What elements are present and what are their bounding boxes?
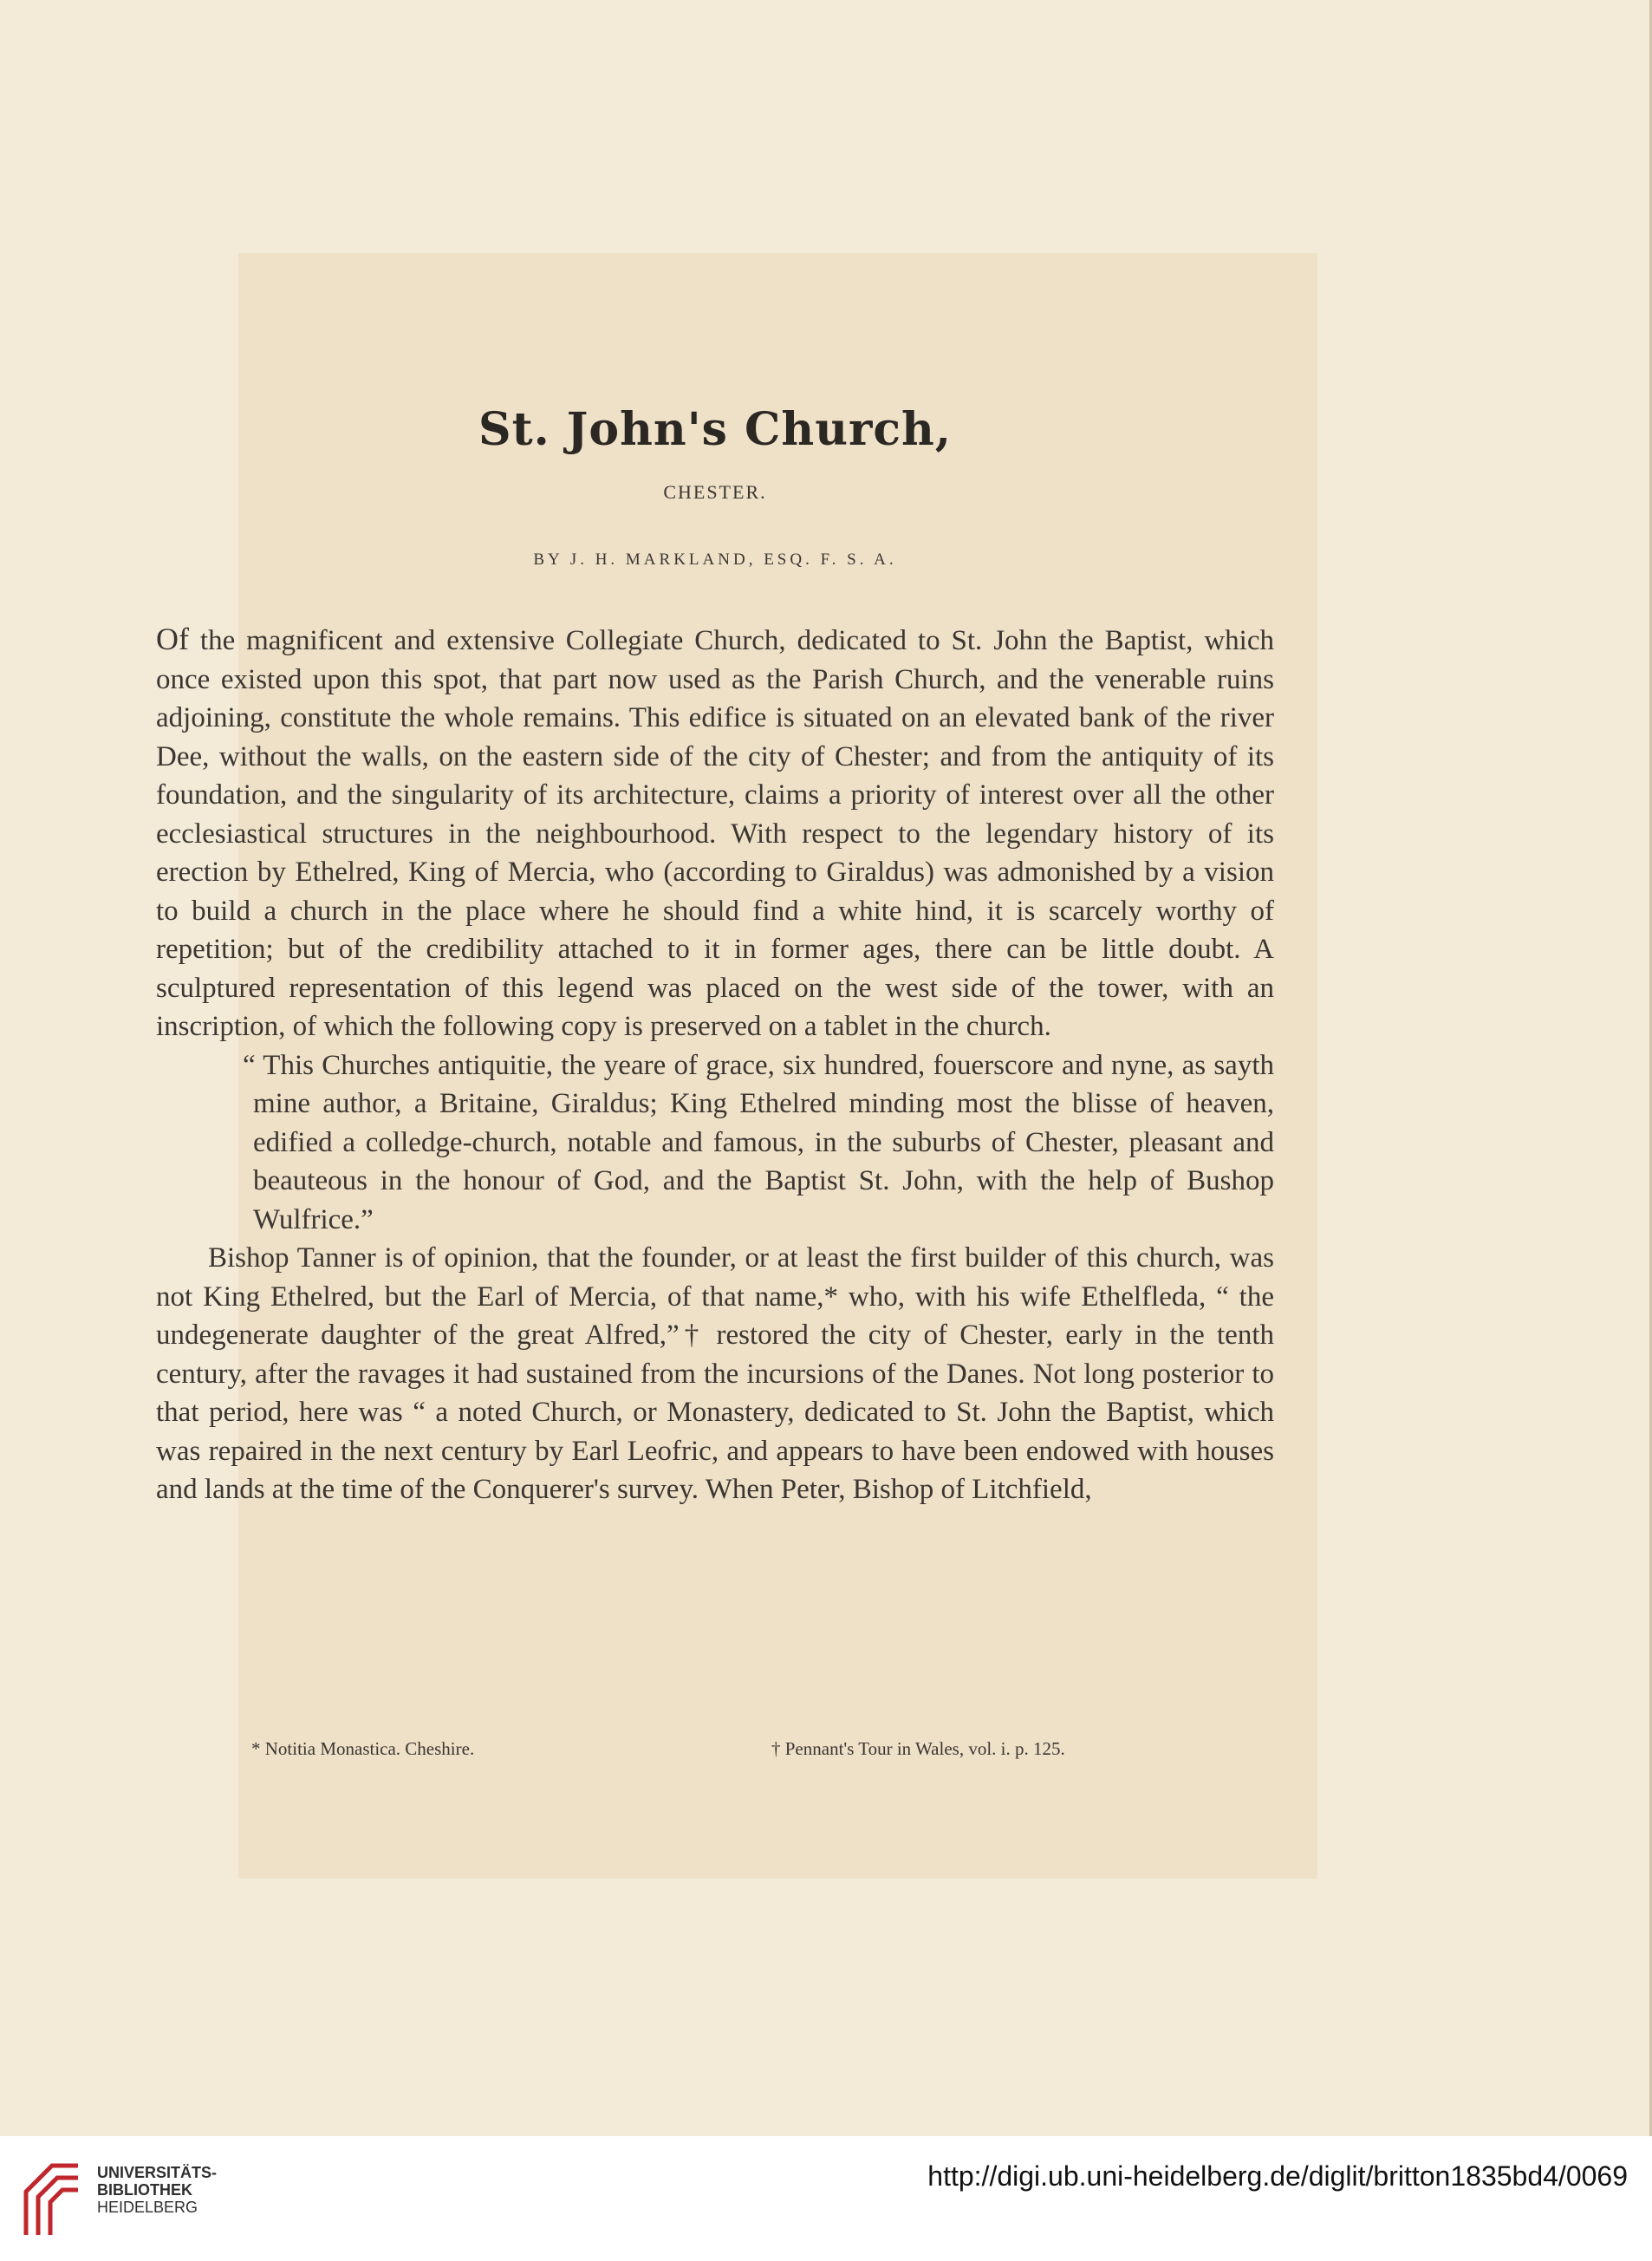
paragraph: Bishop Tanner is of opinion, that the founder, or at least the first builder of this church, was not King Ethelred, but the Earl of Mercia, of that name,* who, with his wife Ethelfleda, “ the undegenerate daughter of the great Alfred,”† restored the city of Chester, early in the tenth century, after the ravages it had sustained from the incursions of the Danes. Not long posterior to that period, here was “ a noted Church, or Monastery, dedicated to St. John the Baptist, which was repaired in the next century by Earl Leofric, and appears to have been endowed with houses and lands at the time of the Conquerer's survey. When Peter, Bishop of Litchfield, bbox=[156, 1242, 1274, 1505]
paragraph-text: the magnificent and extensive Collegiate Church, dedicated to St. John the Baptist, which once existed upon this spot, that part now used as the Parish Church, and the venerable ruins adjoining, constitute the whole remains. This edifice is situated on an elevated bank of the river Dee, without the walls, on the eastern side of the city of Chester; and from the antiquity of its foundation, and the singularity of its architecture, claims a priority of interest over all the other ecclesiastical structures in the neighbourhood. With respect to the legendary history of its erection by Ethelred, King of Mercia, who (according to Giraldus) was admonished by a vision to build a church in the place where he should find a white hind, it is scarcely worthy of repetition; but of the credibility attached to it in former ages, there can be little doubt. A sculptured representation of this legend was placed on the west side of the tower, with an inscription, of which the following copy is preserved on a tablet in the church. bbox=[156, 625, 1274, 1042]
footnote: † Pennant's Tour in Wales, vol. i. p. 125. bbox=[771, 1738, 1065, 1759]
logo-line: BIBLIOTHEK bbox=[97, 2181, 192, 2199]
drop-cap: Of bbox=[156, 622, 189, 656]
logo-line: UNIVERSITÄTS- bbox=[97, 2164, 218, 2181]
article-body bbox=[156, 620, 1274, 1509]
footnote: * Notitia Monastica. Cheshire. bbox=[251, 1738, 475, 1759]
block-quote: “ This Churches antiquitie, the yeare of grace, six hundred, fouerscore and nyne, as sayth mine author, a Britaine, Giraldus; King Ethelred minding most the blisse of heaven, edified a colledge-church, notable and famous, in the suburbs of Chester, pleasant and beauteous in the honour of God, and the Baptist St. John, with the help of Bushop Wulfrice.” bbox=[243, 1049, 1274, 1235]
article-title: St. John's Church, bbox=[478, 403, 952, 456]
library-logo-text bbox=[97, 2164, 217, 2216]
footer-bar bbox=[0, 2136, 1652, 2261]
paragraph bbox=[156, 620, 1274, 1046]
article-byline: BY J. H. MARKLAND, ESQ. F. S. A. bbox=[533, 551, 897, 569]
source-url-link[interactable]: http://digi.ub.uni-heidelberg.de/diglit/britton1835bd4/0069 bbox=[927, 2160, 1628, 2192]
article-subtitle: CHESTER. bbox=[663, 481, 767, 503]
logo-line: HEIDELBERG bbox=[97, 2199, 198, 2216]
library-logo-icon bbox=[17, 2159, 87, 2238]
